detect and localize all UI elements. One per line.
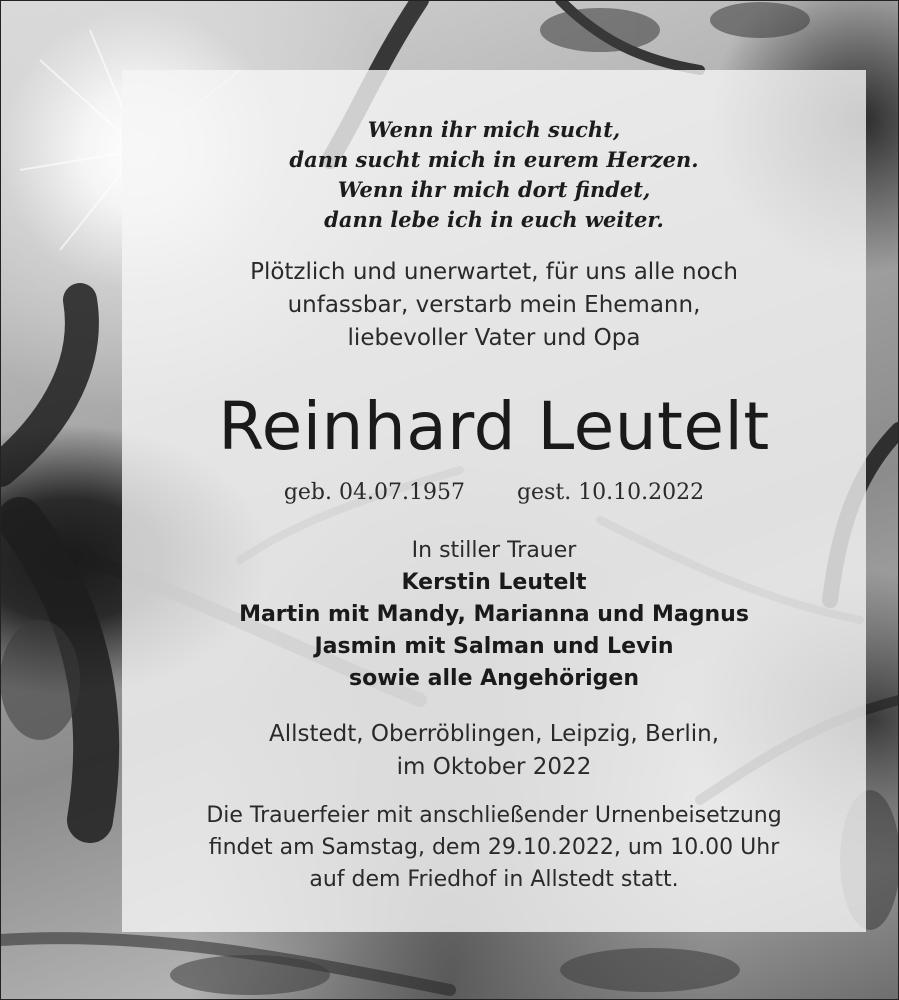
mourner-name: sowie alle Angehörigen <box>348 666 640 691</box>
service-line: Die Trauerfeier mit anschließender Urnenbeisetzung <box>206 803 782 828</box>
mourner-name: Martin mit Mandy, Marianna und Magnus <box>239 602 749 627</box>
intro-line: Plötzlich und unerwartet, für uns alle noch <box>250 259 738 285</box>
intro-line: liebevoller Vater und Opa <box>347 325 641 351</box>
intro-line: unfassbar, verstarb mein Ehemann, <box>287 292 701 318</box>
text-panel <box>122 70 866 932</box>
birth-date: geb. 04.07.1957 <box>283 480 465 505</box>
mourner-name: Kerstin Leutelt <box>401 570 587 595</box>
verse-line: Wenn ihr mich dort findet, <box>337 177 651 202</box>
service-line: auf dem Friedhof in Allstedt statt. <box>309 867 679 892</box>
verse-line: dann sucht mich in eurem Herzen. <box>289 147 699 172</box>
verse-line: dann lebe ich in euch weiter. <box>324 207 664 232</box>
deceased-name: Reinhard Leutelt <box>218 388 770 465</box>
mourning-heading: In stiller Trauer <box>411 538 577 563</box>
place-line: Allstedt, Oberröblingen, Leipzig, Berlin, <box>268 721 720 747</box>
life-dates <box>122 480 866 505</box>
place-line: im Oktober 2022 <box>396 754 592 780</box>
verse-line: Wenn ihr mich sucht, <box>367 117 621 142</box>
death-date: gest. 10.10.2022 <box>516 480 705 505</box>
mourner-name: Jasmin mit Salman und Levin <box>314 634 674 659</box>
service-line: findet am Samstag, dem 29.10.2022, um 10.00 Uhr <box>208 835 780 860</box>
